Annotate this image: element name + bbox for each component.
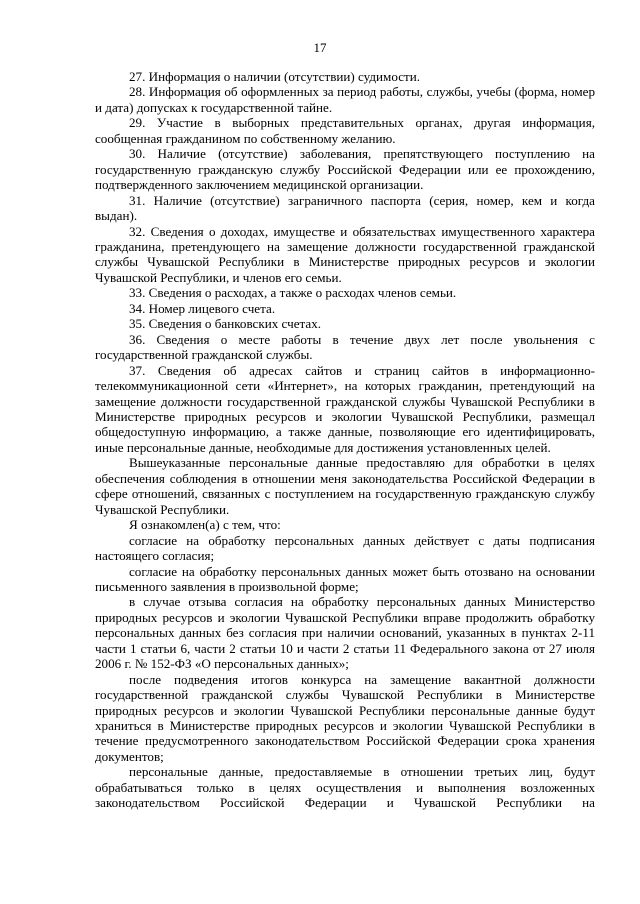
paragraph-item-36: 36. Сведения о месте работы в течение двух лет после увольнения с государственной гражданской службы. — [95, 331, 595, 363]
paragraph-item-32: 32. Сведения о доходах, имуществе и обязательствах имущественного характера гражданина, претендующего на замещение должности государственной гражданской службы Чувашской Республики в Министерстве природных ресурсов и экологии Чувашской Республики, и членов его семьи. — [95, 223, 595, 285]
acknowledgement-revocation: согласие на обработку персональных данных может быть отозвано на основании письменного заявления в произвольной форме; — [95, 563, 595, 594]
paragraph-item-33: 33. Сведения о расходах, а также о расходах членов семьи. — [129, 285, 457, 301]
acknowledgement-storage: после подведения итогов конкурса на замещение вакантной должности государственной гражданской службы Чувашской Республики в Министерстве природных ресурсов и экологии Чувашской Республики персональные данные будут храниться в Министерстве природных ресурсов и экологии Чувашской Республики в течение предусмотренного законодательством Российской Федерации срока хранения документов; — [95, 671, 595, 764]
paragraph-item-34: 34. Номер лицевого счета. — [129, 300, 276, 316]
consent-purpose-paragraph: Вышеуказанные персональные данные предоставляю для обработки в целях обеспечения соблюдения в отношении меня законодательства Российской Федерации в сфере отношений, связанных с поступлением на государственную гражданскую службу Чувашской Республики. — [95, 455, 595, 517]
paragraph-item-31: 31. Наличие (отсутствие) заграничного паспорта (серия, номер, кем и когда выдан). — [95, 192, 595, 224]
acknowledgement-third-parties: персональные данные, предоставляемые в отношении третьих лиц, будут обрабатываться только в целях осуществления и выполнения возложенных законодательством Российской Федерации и Чувашской Республики на — [95, 764, 595, 811]
document-body — [95, 69, 595, 811]
paragraph-item-30: 30. Наличие (отсутствие) заболевания, препятствующего поступлению на государственную гражданскую службу Российской Федерации или ее прохождению, подтвержденного заключением медицинской организации. — [95, 146, 595, 193]
acknowledgement-continued-processing: в случае отзыва согласия на обработку персональных данных Министерство природных ресурсов и экологии Чувашской Республики вправе продолжить обработку персональных данных без согласия при наличии оснований, указанных в пунктах 2-11 части 1 статьи 6, части 2 статьи 10 и части 2 статьи 11 Федерального закона от 27 июля 2006 г. № 152-ФЗ «О персональных данных»; — [95, 594, 595, 672]
paragraph-item-35: 35. Сведения о банковских счетах. — [129, 316, 322, 332]
page-number: 17 — [313, 40, 327, 55]
acknowledgement-intro: Я ознакомлен(а) с тем, что: — [129, 517, 281, 533]
paragraph-item-27: 27. Информация о наличии (отсутствии) судимости. — [129, 69, 421, 84]
paragraph-item-37: 37. Сведения об адресах сайтов и страниц сайтов в информационно-телекоммуникационной сети «Интернет», на которых гражданин, претендующий на замещение должности государственной гражданской службы Чувашской Республики в Министерстве природных ресурсов и экологии Чувашской Республики, размещал общедоступную информацию, а также данные, позволяющие его идентифицировать, иные персональные данные, необходимые для достижения установленных целей. — [95, 362, 595, 455]
acknowledgement-validity: согласие на обработку персональных данных действует с даты подписания настоящего согласия; — [95, 532, 595, 564]
paragraph-item-29: 29. Участие в выборных представительных органах, другая информация, сообщенная гражданином по собственному желанию. — [95, 115, 595, 146]
paragraph-item-28: 28. Информация об оформленных за период работы, службы, учебы (форма, номер и дата) допусках к государственной тайне. — [95, 84, 595, 115]
